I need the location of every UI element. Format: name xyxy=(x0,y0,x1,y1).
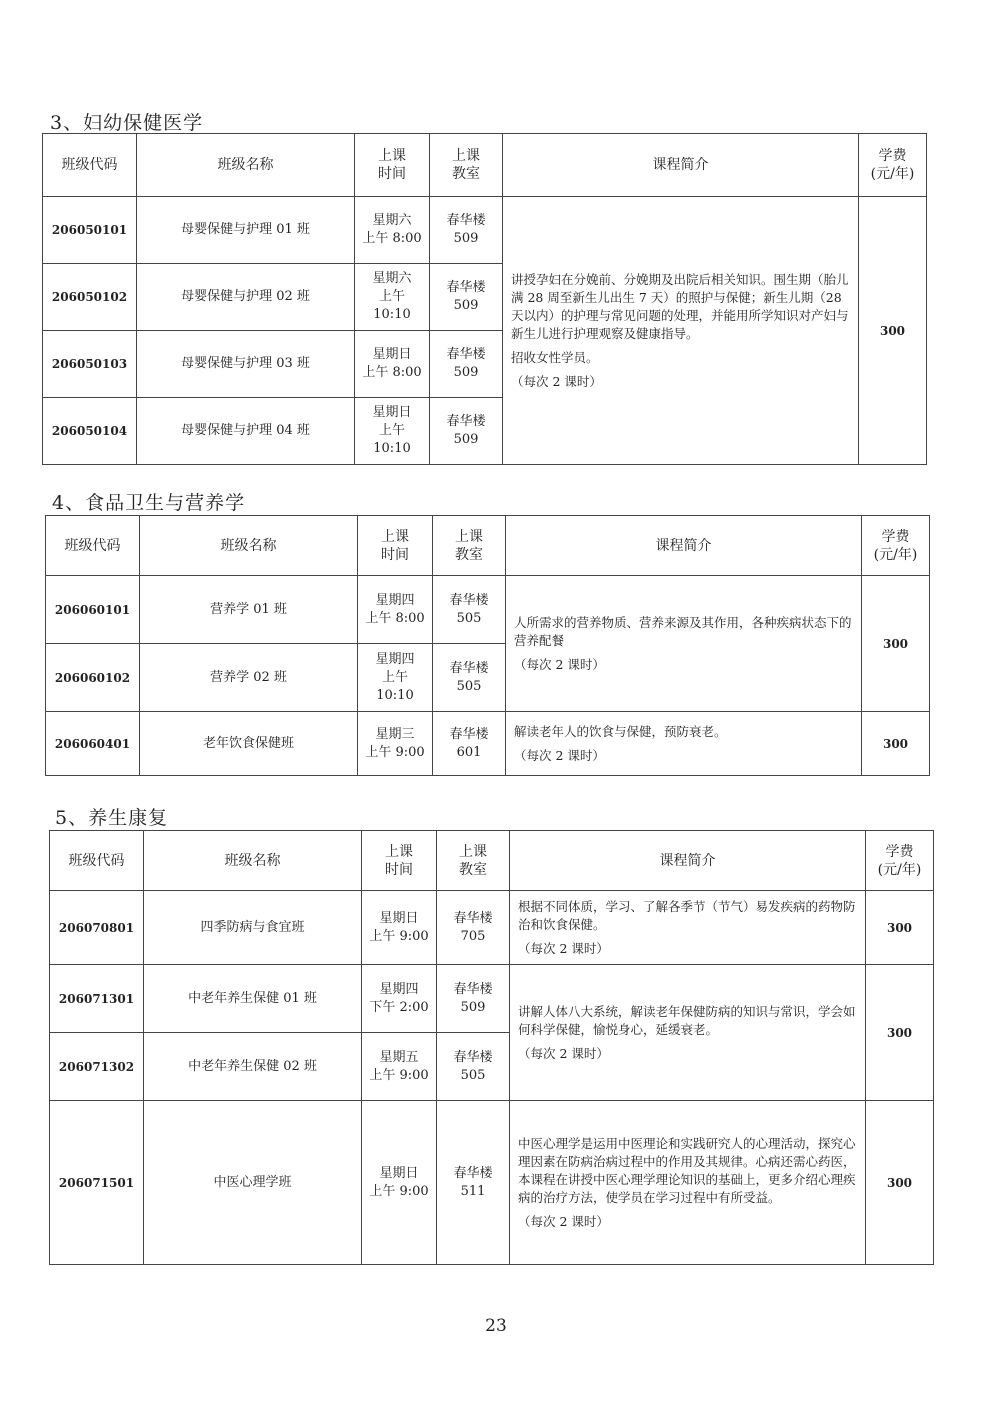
header-code: 班级代码 xyxy=(50,831,144,891)
class-code: 206050103 xyxy=(43,331,137,398)
class-name: 营养学 01 班 xyxy=(140,576,358,644)
course-table-5 xyxy=(49,830,934,1265)
header-time: 上课 时间 xyxy=(355,134,430,197)
table-row xyxy=(50,891,934,965)
section-title-5: 5、养生康复 xyxy=(55,807,169,829)
class-time: 星期日 上午 8:00 xyxy=(355,331,430,398)
class-room: 春华楼 705 xyxy=(437,891,510,965)
class-room: 春华楼 505 xyxy=(433,576,506,644)
class-code: 206071301 xyxy=(50,965,144,1033)
course-description: 讲解人体八大系统，解读老年保健防病的知识与常识，学会如何科学保健，愉悦身心，延缓衰老。 （每次 2 课时） xyxy=(510,965,866,1101)
class-time: 星期五 上午 9:00 xyxy=(362,1033,437,1101)
header-fee: 学费 (元/年) xyxy=(866,831,934,891)
tuition-fee: 300 xyxy=(862,712,930,776)
course-table-3 xyxy=(42,133,927,465)
table-header-row xyxy=(43,134,927,197)
class-room: 春华楼 511 xyxy=(437,1101,510,1265)
header-name: 班级名称 xyxy=(140,516,358,576)
header-code: 班级代码 xyxy=(43,134,137,197)
class-name: 营养学 02 班 xyxy=(140,644,358,712)
class-name: 母婴保健与护理 02 班 xyxy=(137,264,355,331)
class-time: 星期四 下午 2:00 xyxy=(362,965,437,1033)
header-desc: 课程简介 xyxy=(510,831,866,891)
table-row xyxy=(43,197,927,264)
class-code: 206060401 xyxy=(46,712,140,776)
class-name: 母婴保健与护理 01 班 xyxy=(137,197,355,264)
class-code: 206060101 xyxy=(46,576,140,644)
class-code: 206071501 xyxy=(50,1101,144,1265)
class-code: 206050104 xyxy=(43,398,137,465)
header-room: 上课 教室 xyxy=(437,831,510,891)
header-desc: 课程简介 xyxy=(506,516,862,576)
course-description: 人所需求的营养物质、营养来源及其作用，各种疾病状态下的营养配餐 （每次 2 课时） xyxy=(506,576,862,712)
course-description: 解读老年人的饮食与保健，预防衰老。 （每次 2 课时） xyxy=(506,712,862,776)
header-time: 上课 时间 xyxy=(358,516,433,576)
table-row xyxy=(50,1101,934,1265)
tuition-fee: 300 xyxy=(866,891,934,965)
class-name: 母婴保健与护理 03 班 xyxy=(137,331,355,398)
course-table-4 xyxy=(45,515,930,776)
class-room: 春华楼 509 xyxy=(430,398,503,465)
table-header-row xyxy=(46,516,930,576)
class-code: 206050101 xyxy=(43,197,137,264)
table-row xyxy=(46,576,930,644)
class-time: 星期三 上午 9:00 xyxy=(358,712,433,776)
class-name: 老年饮食保健班 xyxy=(140,712,358,776)
class-room: 春华楼 601 xyxy=(433,712,506,776)
header-name: 班级名称 xyxy=(137,134,355,197)
class-room: 春华楼 505 xyxy=(437,1033,510,1101)
class-time: 星期六 上午 8:00 xyxy=(355,197,430,264)
header-desc: 课程简介 xyxy=(503,134,859,197)
course-description: 讲授孕妇在分娩前、分娩期及出院后相关知识。围生期（胎儿满 28 周至新生儿出生 7 天）的照护与保健；新生儿期（28 天以内）的护理与常见问题的处理，并能用所学知识对产妇与新生儿进行护理观察及健康指导。 招收女性学员。 （每次 2 课时） xyxy=(503,197,859,465)
section-title-3: 3、妇幼保健医学 xyxy=(50,112,204,134)
class-name: 中老年养生保健 01 班 xyxy=(144,965,362,1033)
class-name: 四季防病与食宜班 xyxy=(144,891,362,965)
class-time: 星期四 上午 10:10 xyxy=(358,644,433,712)
class-room: 春华楼 509 xyxy=(437,965,510,1033)
tuition-fee: 300 xyxy=(859,197,927,465)
header-time: 上课 时间 xyxy=(362,831,437,891)
tuition-fee: 300 xyxy=(862,576,930,712)
table-row xyxy=(50,965,934,1033)
class-time: 星期日 上午 10:10 xyxy=(355,398,430,465)
page-number: 23 xyxy=(485,1316,507,1336)
class-code: 206070801 xyxy=(50,891,144,965)
class-name: 中医心理学班 xyxy=(144,1101,362,1265)
header-name: 班级名称 xyxy=(144,831,362,891)
class-name: 中老年养生保健 02 班 xyxy=(144,1033,362,1101)
header-code: 班级代码 xyxy=(46,516,140,576)
class-room: 春华楼 509 xyxy=(430,197,503,264)
class-time: 星期日 上午 9:00 xyxy=(362,1101,437,1265)
tuition-fee: 300 xyxy=(866,965,934,1101)
class-code: 206071302 xyxy=(50,1033,144,1101)
class-room: 春华楼 505 xyxy=(433,644,506,712)
header-fee: 学费 (元/年) xyxy=(859,134,927,197)
class-room: 春华楼 509 xyxy=(430,331,503,398)
class-name: 母婴保健与护理 04 班 xyxy=(137,398,355,465)
header-room: 上课 教室 xyxy=(433,516,506,576)
class-room: 春华楼 509 xyxy=(430,264,503,331)
header-fee: 学费 (元/年) xyxy=(862,516,930,576)
class-time: 星期四 上午 8:00 xyxy=(358,576,433,644)
class-code: 206050102 xyxy=(43,264,137,331)
class-time: 星期日 上午 9:00 xyxy=(362,891,437,965)
table-header-row xyxy=(50,831,934,891)
class-code: 206060102 xyxy=(46,644,140,712)
course-description: 根据不同体质，学习、了解各季节（节气）易发疾病的药物防治和饮食保健。 （每次 2 课时） xyxy=(510,891,866,965)
table-row xyxy=(46,712,930,776)
tuition-fee: 300 xyxy=(866,1101,934,1265)
header-room: 上课 教室 xyxy=(430,134,503,197)
section-title-4: 4、食品卫生与营养学 xyxy=(52,492,246,514)
class-time: 星期六 上午 10:10 xyxy=(355,264,430,331)
course-description: 中医心理学是运用中医理论和实践研究人的心理活动，探究心理因素在防病治病过程中的作用及其规律。心病还需心药医，本课程在讲授中医心理学理论知识的基础上，更多介绍心理疾病的治疗方法，使学员在学习过程中有所受益。 （每次 2 课时） xyxy=(510,1101,866,1265)
